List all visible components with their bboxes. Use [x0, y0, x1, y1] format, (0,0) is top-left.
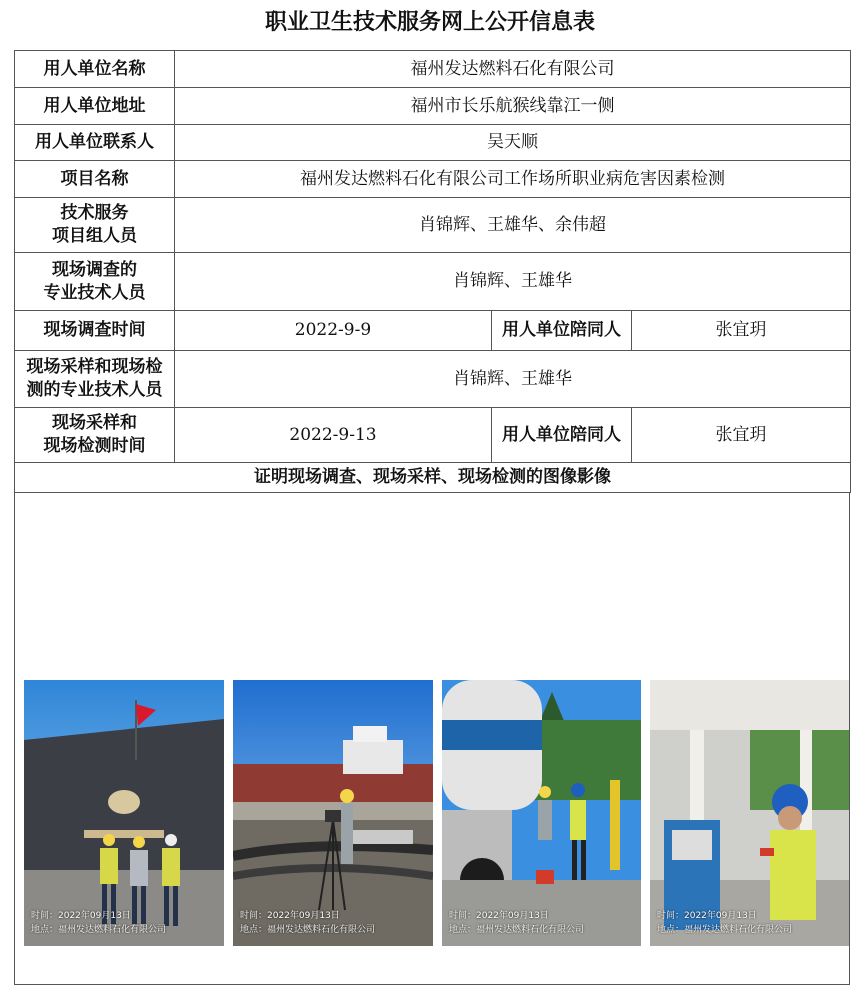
- sampling-staff-value: 肖锦辉、王雄华: [175, 351, 851, 408]
- employer-address-label: 用人单位地址: [15, 88, 175, 125]
- table-row: [15, 125, 851, 161]
- sampling-companion-label: 用人单位陪同人: [492, 408, 632, 463]
- table-row: [15, 198, 851, 253]
- table-row: [15, 51, 851, 88]
- table-row: [15, 408, 851, 463]
- survey-staff-value: 肖锦辉、王雄华: [175, 253, 851, 311]
- photo-location: 地点：福州发达燃料石化有限公司: [31, 925, 167, 935]
- survey-staff-label-line2: 专业技术人员: [43, 282, 146, 303]
- sampling-time-label-line1: 现场采样和: [52, 413, 137, 433]
- photo-timestamp: 时间：2022年09月13日: [31, 911, 131, 921]
- service-team-label-line1: 技术服务: [60, 203, 129, 223]
- site-photo-station: [650, 680, 849, 946]
- table-row: [15, 463, 851, 493]
- photo-timestamp: 时间：2022年09月13日: [240, 911, 340, 921]
- survey-time-value: 2022-9-9: [175, 311, 492, 351]
- sampling-staff-label: [15, 351, 175, 408]
- survey-time-label: 现场调查时间: [15, 311, 175, 351]
- sampling-staff-label-line2: 测的专业技术人员: [26, 380, 163, 400]
- survey-staff-label: [15, 253, 175, 311]
- site-photo-tanker: [442, 680, 641, 946]
- table-row: [15, 253, 851, 311]
- service-team-value: 肖锦辉、王雄华、余伟超: [175, 198, 851, 253]
- info-table: [14, 50, 851, 493]
- employer-name-label: 用人单位名称: [15, 51, 175, 88]
- project-name-value: 福州发达燃料石化有限公司工作场所职业病危害因素检测: [175, 161, 851, 198]
- photo-location: 地点：福州发达燃料石化有限公司: [240, 925, 376, 935]
- employer-address-value: 福州市长乐航猴线靠江一侧: [175, 88, 851, 125]
- photo-location: 地点：福州发达燃料石化有限公司: [657, 925, 793, 935]
- table-row: [15, 161, 851, 198]
- photo-timestamp: 时间：2022年09月13日: [657, 911, 757, 921]
- employer-contact-label: 用人单位联系人: [15, 125, 175, 161]
- sampling-staff-label-line1: 现场采样和现场检: [26, 357, 163, 377]
- photo-timestamp: 时间：2022年09月13日: [449, 911, 549, 921]
- table-row: [15, 88, 851, 125]
- sampling-time-label-line2: 现场检测时间: [43, 436, 146, 456]
- project-name-label: 项目名称: [15, 161, 175, 198]
- service-team-label-line2: 项目组人员: [52, 226, 137, 246]
- sampling-time-value: 2022-9-13: [175, 408, 492, 463]
- sampling-time-label: [15, 408, 175, 463]
- photo-location: 地点：福州发达燃料石化有限公司: [449, 925, 585, 935]
- sampling-companion-value: 张宜玥: [632, 408, 851, 463]
- site-photo-gate: [24, 680, 224, 946]
- images-header: 证明现场调查、现场采样、现场检测的图像影像: [15, 463, 851, 493]
- photo-area: [14, 493, 850, 985]
- page-title: 职业卫生技术服务网上公开信息表: [264, 10, 595, 35]
- survey-staff-label-line1: 现场调查的: [52, 259, 137, 280]
- table-row: [15, 351, 851, 408]
- survey-companion-value: 张宜玥: [632, 311, 851, 351]
- survey-companion-label: 用人单位陪同人: [492, 311, 632, 351]
- employer-name-value: 福州发达燃料石化有限公司: [175, 51, 851, 88]
- table-row: [15, 311, 851, 351]
- site-photo-dock: [233, 680, 433, 946]
- service-team-label: [15, 198, 175, 253]
- employer-contact-value: 吴天顺: [175, 125, 851, 161]
